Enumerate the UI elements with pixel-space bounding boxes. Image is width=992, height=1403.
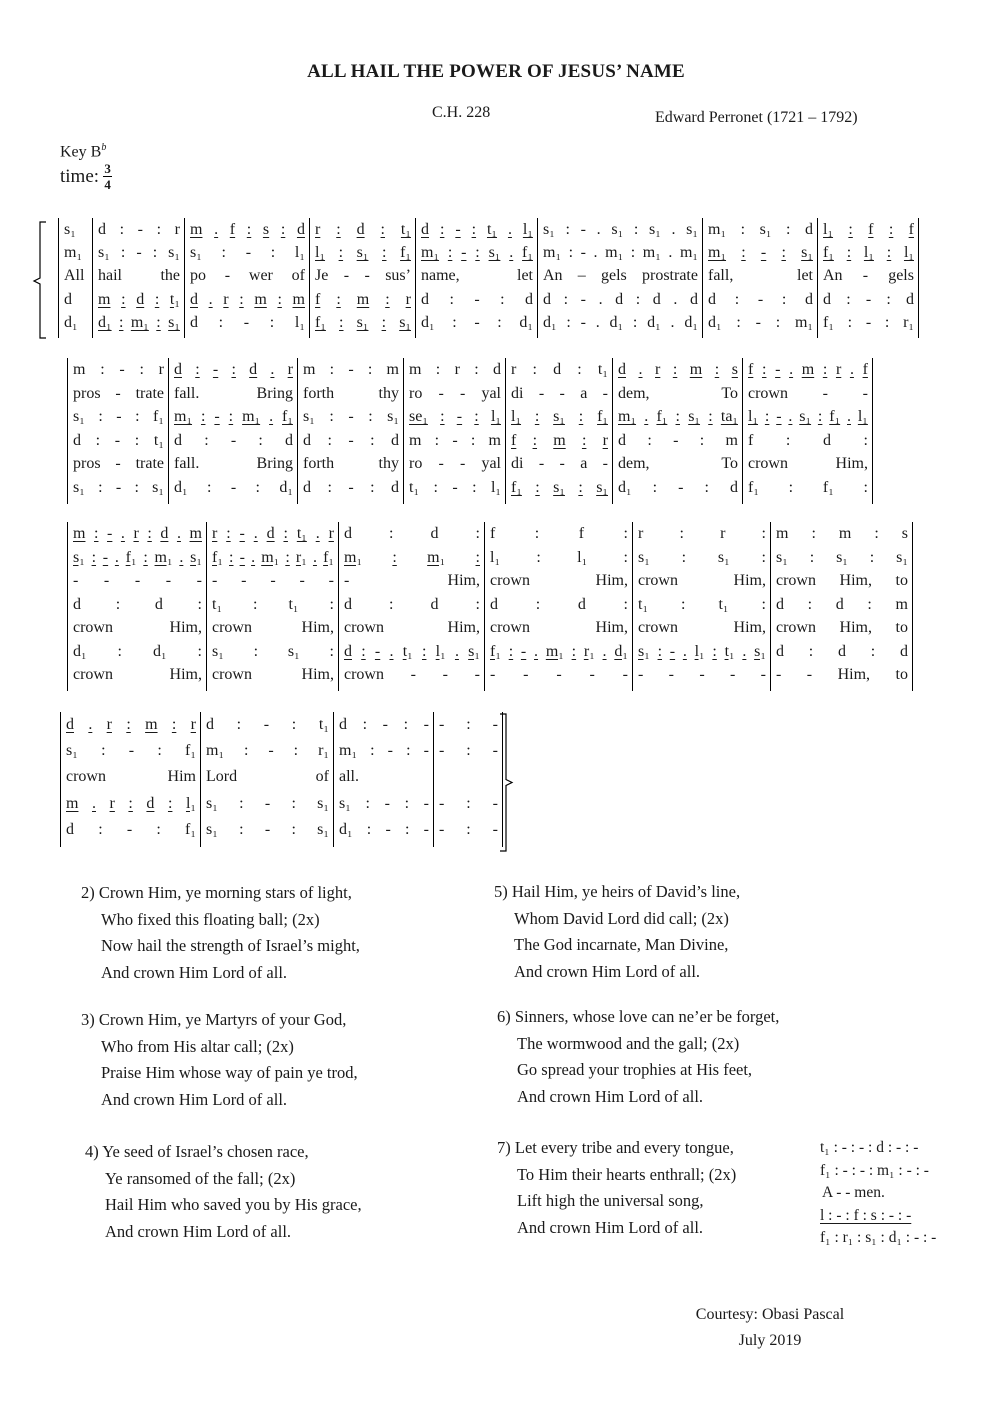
bar-line — [872, 358, 873, 504]
time-denominator: 4 — [104, 177, 111, 192]
bar-line — [58, 218, 59, 338]
score-cell: all. — [339, 768, 359, 786]
score-cell: crown - - — [748, 384, 868, 402]
score-cell: f₁ : - . m₁ : r₁ . f₁ — [212, 548, 334, 566]
verse-7 — [497, 1135, 736, 1241]
score-cell: d . r : m : m — [190, 290, 305, 308]
score-cell: r : - . d : t₁ . r — [212, 525, 334, 542]
score-cell: s₁ : s₁ : — [638, 548, 766, 566]
system-closing-brace — [498, 712, 518, 853]
score-cell: d . r : m : r — [66, 716, 196, 733]
verse-line: Go spread your trophies at His feet, — [517, 1060, 753, 1079]
score-cell: forth thy — [303, 384, 399, 402]
score-cell: - - - - - — [212, 572, 334, 589]
score-cell: d : - : t₁ — [206, 716, 329, 733]
score-cell: d : - : d — [708, 290, 813, 308]
score-cell: t₁ : t₁ : — [212, 595, 334, 613]
score-cell: m . f : s : d — [190, 221, 305, 238]
score-cell: d : d : — [73, 595, 202, 613]
score-cell: name, let — [421, 267, 533, 285]
score-cell: crown Him, to — [776, 572, 908, 589]
score-cell: d : - : d . r — [174, 361, 293, 378]
verse-5 — [494, 879, 740, 985]
score-cell: An - gels — [823, 267, 914, 285]
score-cell: r : r : — [638, 525, 766, 542]
score-cell: m : - : m — [303, 361, 399, 378]
bar-line — [309, 218, 310, 338]
score-cell: d₁ : - . d₁ : d₁ . d₁ — [543, 313, 698, 331]
score-cell: d : - : m — [618, 431, 738, 449]
score-cell: f₁ : s₁ : s₁ — [511, 479, 608, 496]
score-cell: m₁ : - . m₁ : m₁ . m₁ — [543, 244, 698, 262]
key-flat: b — [101, 142, 107, 153]
score-cell: di - - a - — [511, 384, 608, 402]
score-cell: m : - : r — [73, 361, 164, 378]
score-cell: - : - — [439, 820, 498, 838]
score-cell: d : d : — [490, 595, 628, 613]
score-cell: po - wer of — [190, 267, 305, 285]
score-cell: d₁ : m₁ : s₁ — [98, 313, 180, 331]
score-cell: m : d : t₁ — [98, 290, 180, 308]
bar-line — [333, 712, 334, 847]
score-cell: crown Him, — [212, 666, 334, 683]
score-cell: - : - — [439, 794, 498, 812]
bar-line — [918, 218, 919, 338]
score-cell: d : - : r — [98, 221, 180, 238]
score-cell: d : - . t₁ : l₁ . s₁ — [344, 642, 480, 660]
hymn-number: C.H. 228 — [432, 104, 491, 121]
score-cell: f : m : r — [511, 431, 608, 449]
verse-line: The God incarnate, Man Divine, — [514, 935, 729, 954]
score-cell: s₁ : - . s₁ : s₁ . s₁ — [543, 221, 698, 238]
score-cell: fall. Bring — [174, 384, 293, 402]
bar-line — [338, 522, 339, 691]
score-cell: f₁ : l₁ : l₁ — [823, 244, 914, 262]
verse-line: Who from His altar call; (2x) — [101, 1036, 294, 1056]
verse-2 — [81, 880, 360, 986]
score-cell: d — [64, 290, 72, 308]
score-cell: l₁ : s₁ : f₁ — [315, 244, 411, 262]
score-cell: d₁ : d₁ : — [73, 642, 202, 660]
score-cell: l₁ : - . s₁ : f₁ . l₁ — [748, 408, 868, 426]
verse-line: The wormwood and the gall; (2x) — [517, 1033, 740, 1053]
score-cell: d : - . d : d . d — [543, 290, 698, 308]
score-cell: s₁ : s₁ : — [212, 642, 334, 660]
score-cell: d : d : m — [776, 595, 908, 613]
verse-line: Now hail the strength of Israel’s might, — [101, 936, 360, 955]
score-cell: s₁ : - . l₁ : t₁ . s₁ — [638, 642, 766, 660]
score-cell: s₁ : - : s₁ — [206, 794, 329, 812]
score-cell: s₁ : - . f₁ : m₁ . s₁ — [73, 548, 202, 566]
bar-line — [92, 218, 93, 338]
verse-line: Whom David Lord did call; (2x) — [514, 908, 729, 928]
score-cell: f₁ : s₁ : s₁ — [315, 313, 411, 331]
score-cell: crown Him, — [73, 666, 202, 683]
score-cell: crown Him, — [73, 619, 202, 636]
score-cell — [439, 764, 498, 790]
time-fraction — [103, 162, 112, 191]
amen-line: f₁ : r₁ : s₁ : d₁ : - : - — [820, 1229, 937, 1246]
score-cell: s₁ : - : s₁ — [206, 820, 329, 838]
score-cell: d : - : f₁ — [66, 820, 196, 838]
score-cell: - Him, — [344, 572, 480, 589]
amen-line: A - - men. — [822, 1184, 885, 1201]
score-cell: d₁ : - : d₁ — [174, 479, 293, 496]
amen-block — [820, 1137, 936, 1250]
score-cell: d₁ — [64, 313, 78, 331]
score-cell: crown Him, to — [776, 619, 908, 636]
score-cell: d : - : d — [421, 290, 533, 308]
score-cell: m₁ : - : s₁ . f₁ — [421, 244, 533, 262]
score-cell: m₁ : m₁ : — [344, 548, 480, 566]
score-cell: l₁ : s₁ : f₁ — [511, 408, 608, 426]
verse-line: And crown Him Lord of all. — [101, 962, 288, 982]
score-cell: l₁ : l₁ : — [490, 548, 628, 566]
score-cell: f₁ : f₁ : — [748, 479, 868, 496]
verse-6 — [497, 1004, 779, 1110]
verse-line: To Him their hearts enthrall; (2x) — [517, 1164, 737, 1184]
score-cell: r : d : t₁ — [315, 221, 411, 238]
verse-line: And crown Him Lord of all. — [514, 961, 701, 981]
amen-line: t₁ : - : - : d : - : - — [820, 1139, 919, 1156]
key-signature — [60, 142, 106, 161]
score-cell: - - - - - — [490, 666, 628, 683]
score-cell: m₁ — [64, 244, 83, 262]
score-cell: - : - — [439, 716, 498, 733]
score-cell: crown Him, — [748, 455, 868, 473]
score-cell: m₁ : s₁ : d — [708, 221, 813, 238]
hymn-author: Edward Perronet (1721 – 1792) — [655, 109, 858, 126]
key-label: Key B — [60, 143, 102, 161]
score-cell: r : d : t₁ — [511, 361, 608, 378]
bar-line — [60, 712, 61, 847]
verse-line: 2) Crown Him, ye morning stars of light, — [81, 883, 352, 902]
verse-line: And crown Him Lord of all. — [105, 1221, 292, 1241]
bar-line — [415, 218, 416, 338]
score-cell: s₁ : - : s₁ — [98, 244, 180, 262]
verse-line: And crown Him Lord of all. — [517, 1217, 704, 1237]
score-cell: s₁ : - : f₁ — [66, 742, 196, 760]
bar-line — [912, 522, 913, 691]
score-cell: fall, let — [708, 267, 813, 285]
score-cell: f : - . m : r . f — [748, 361, 868, 378]
verse-line: 4) Ye seed of Israel’s chosen race, — [85, 1142, 309, 1161]
score-cell: d₁ : - : d — [618, 479, 738, 496]
score-cell: f₁ : - . m₁ : r₁ . d₁ — [490, 642, 628, 660]
score-cell: dem, To — [618, 384, 738, 402]
score-cell: m : - . r : d . m — [73, 525, 202, 542]
score-cell: di - - a - — [511, 455, 608, 473]
score-cell: s₁ : - : s₁ — [303, 408, 399, 426]
amen-line: f₁ : - : - : m₁ : - : - — [820, 1161, 929, 1179]
score-cell: d . r : m : s — [618, 361, 738, 378]
score-cell: ro - - yal — [409, 455, 501, 473]
score-cell: d : d : — [344, 525, 480, 542]
score-cell: s₁ : - : - — [339, 794, 429, 812]
system-brace — [28, 220, 48, 342]
score-cell: m₁ : - : - — [339, 742, 429, 760]
score-cell: crown Him — [66, 768, 196, 786]
score-cell: s₁ : - : l₁ — [190, 244, 305, 262]
score-cell: An – gels prostrate — [543, 267, 698, 285]
bar-line — [67, 522, 68, 691]
bar-line — [484, 522, 485, 691]
bar-line — [184, 218, 185, 338]
bar-line — [505, 358, 506, 504]
verse-line: Praise Him whose way of pain ye trod, — [101, 1063, 358, 1082]
bar-line — [297, 358, 298, 504]
score-cell: - - - - - — [638, 666, 766, 683]
score-cell: Lord of — [206, 768, 329, 786]
score-cell: m . r : d : l₁ — [66, 794, 196, 812]
score-cell: forth thy — [303, 455, 399, 473]
score-cell: crown Him, — [490, 619, 628, 636]
score-cell: d : - : t₁ . l₁ — [421, 221, 533, 238]
score-cell: m₁ : - : s₁ — [708, 244, 813, 262]
verse-line: 5) Hail Him, ye heirs of David’s line, — [494, 882, 741, 901]
bar-line — [537, 218, 538, 338]
bar-line — [206, 522, 207, 691]
score-cell: fall. Bring — [174, 455, 293, 473]
verse-3 — [81, 1007, 358, 1113]
bar-line — [612, 358, 613, 504]
score-cell: - : - — [439, 742, 498, 760]
hymn-title: ALL HAIL THE POWER OF JESUS’ NAME — [307, 61, 685, 82]
score-cell: f : m : r — [315, 290, 411, 308]
score-cell: crown Him, — [490, 572, 628, 589]
score-cell: crown Him, — [212, 619, 334, 636]
score-cell: pros - trate — [73, 455, 164, 473]
score-cell: f : f : — [490, 525, 628, 542]
score-cell: dem, To — [618, 455, 738, 473]
verse-line: Who fixed this floating ball; (2x) — [101, 909, 320, 929]
score-cell: crown - - - — [344, 666, 480, 683]
verse-4 — [85, 1139, 362, 1245]
score-cell: Je - - sus’ — [315, 267, 411, 285]
score-cell: m₁ : - : m₁ . f₁ — [174, 408, 293, 426]
score-cell: d : d : d — [776, 642, 908, 660]
verse-line: Lift high the universal song, — [517, 1191, 704, 1210]
score-cell: - - - - - — [73, 572, 202, 589]
score-cell: - - Him, to — [776, 666, 908, 683]
score-cell: d : - : d — [303, 431, 399, 449]
score-cell: d : - : l₁ — [190, 313, 305, 331]
score-cell: d : - : d — [823, 290, 914, 308]
score-cell: s₁ : - : s₁ — [73, 479, 164, 496]
score-cell: m : m : s — [776, 525, 908, 542]
score-cell: d : - : - — [339, 716, 429, 733]
score-cell: crown Him, — [638, 619, 766, 636]
time-label: time: — [60, 165, 100, 187]
score-cell: All — [64, 267, 85, 285]
score-cell: f₁ : - : r₁ — [823, 313, 914, 331]
score-cell: f : d : — [748, 431, 868, 449]
score-cell: m : - : m — [409, 431, 501, 449]
bar-line — [632, 522, 633, 691]
score-cell: d : - : t₁ — [73, 431, 164, 449]
verse-line: 7) Let every tribe and every tongue, — [497, 1138, 734, 1157]
bar-line — [770, 522, 771, 691]
score-cell: hail the — [98, 267, 180, 285]
score-cell: d₁ : - : d₁ — [421, 313, 533, 331]
score-cell: d₁ : - : - — [339, 820, 429, 838]
bar-line — [67, 358, 68, 504]
amen-line: l : - : f : s : - : - — [820, 1206, 912, 1224]
bar-line — [702, 218, 703, 338]
score-cell: se₁ : - : l₁ — [409, 408, 501, 426]
score-cell: ro - - yal — [409, 384, 501, 402]
time-signature — [60, 162, 112, 191]
courtesy-date: July 2019 — [738, 1332, 802, 1349]
verse-line: 6) Sinners, whose love can ne’er be forget, — [497, 1007, 780, 1026]
verse-line: 3) Crown Him, ye Martyrs of your God, — [81, 1010, 347, 1029]
score-cell: m₁ : - : r₁ — [206, 742, 329, 760]
score-cell: crown Him, — [638, 572, 766, 589]
courtesy — [679, 1302, 861, 1354]
score-cell: s₁ : s₁ : s₁ — [776, 548, 908, 566]
bar-line — [742, 358, 743, 504]
bar-line — [403, 358, 404, 504]
bar-line — [168, 358, 169, 504]
score-cell: d : d : — [344, 595, 480, 613]
bar-line — [817, 218, 818, 338]
score-cell: m₁ . f₁ : s₁ : ta₁ — [618, 408, 738, 426]
score-cell: crown Him, — [344, 619, 480, 636]
bar-line — [433, 712, 434, 847]
score-cell: t₁ : t₁ : — [638, 595, 766, 613]
score-cell: d : - : d — [303, 479, 399, 496]
verse-line: And crown Him Lord of all. — [517, 1086, 704, 1106]
score-cell: t₁ : - : l₁ — [409, 479, 501, 496]
score-cell: pros - trate — [73, 384, 164, 402]
bar-line — [200, 712, 201, 847]
score-cell: m : r : d — [409, 361, 501, 378]
verse-line: And crown Him Lord of all. — [101, 1089, 288, 1109]
courtesy-name: Courtesy: Obasi Pascal — [695, 1306, 845, 1323]
verse-line: Ye ransomed of the fall; (2x) — [105, 1168, 296, 1188]
score-cell: d₁ : - : m₁ — [708, 313, 813, 331]
score-cell: s₁ — [64, 221, 76, 238]
score-cell: s₁ : - : f₁ — [73, 408, 164, 426]
score-cell: l₁ : f : f — [823, 221, 914, 238]
verse-line: Hail Him who saved you by His grace, — [105, 1195, 362, 1214]
score-cell: d : - : d — [174, 431, 293, 449]
time-numerator: 3 — [104, 161, 111, 176]
